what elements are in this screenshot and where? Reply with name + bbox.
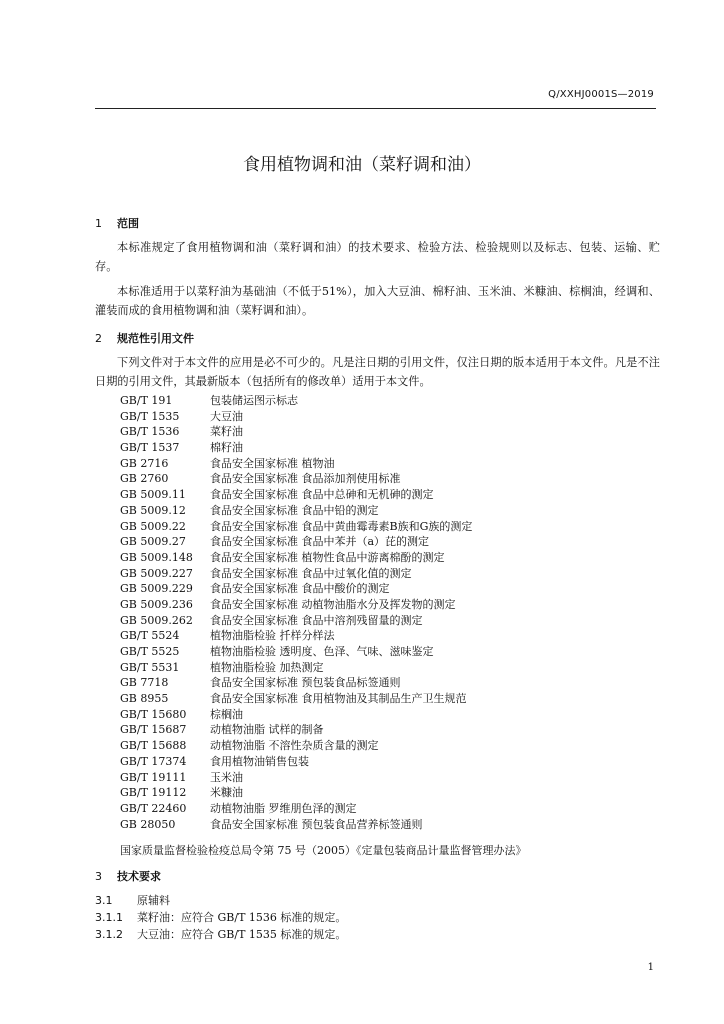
reference-item <box>120 707 472 723</box>
reference-item <box>120 817 472 833</box>
reference-title: 棉籽油 <box>210 441 243 455</box>
section-heading-normative-references <box>95 330 194 346</box>
reference-code: GB/T 5531 <box>120 660 180 674</box>
scope-paragraph: 本标准规定了食用植物调和油（菜籽调和油）的技术要求、检验方法、检验规则以及标志、包装、运输、贮存。 <box>95 241 660 273</box>
reference-item <box>120 440 472 456</box>
reference-item <box>120 628 472 644</box>
reference-code: GB/T 1535 <box>120 409 180 423</box>
reference-item <box>120 613 472 629</box>
reference-item <box>120 424 472 440</box>
reference-item <box>120 566 472 582</box>
reference-code: GB 2716 <box>120 456 169 470</box>
reference-item <box>120 581 472 597</box>
header-rule <box>95 108 656 109</box>
reference-item <box>120 456 472 472</box>
reference-code: GB/T 17374 <box>120 754 187 768</box>
reference-title: 食品安全国家标准 食品中黄曲霉毒素B族和G族的测定 <box>210 519 473 533</box>
reference-item <box>120 785 472 801</box>
reference-code: GB/T 15680 <box>120 707 187 721</box>
section-number: 2 <box>95 332 102 345</box>
reference-title: 食品安全国家标准 食品中总砷和无机砷的测定 <box>210 488 434 502</box>
reference-code: GB 5009.229 <box>120 582 193 596</box>
reference-title: 动植物油脂 不溶性杂质含量的测定 <box>210 739 379 753</box>
subsection-soybean-oil <box>95 926 346 942</box>
reference-code: GB/T 1536 <box>120 425 180 439</box>
document-header-code: Q/XXHJ0001S—2019 <box>548 89 654 100</box>
law-reference: 国家质量监督检验检疫总局令第 75 号（2005）《定量包装商品计量监督管理办法》 <box>120 844 527 857</box>
section-number: 3 <box>95 870 102 883</box>
reference-title: 植物油脂检验 加热测定 <box>210 660 324 674</box>
reference-item <box>120 519 472 535</box>
reference-title: 菜籽油 <box>210 425 243 439</box>
reference-code: GB/T 5525 <box>120 645 180 658</box>
subsection-label: 原辅料 <box>137 894 170 907</box>
reference-item <box>120 770 472 786</box>
reference-item <box>120 471 472 487</box>
reference-list <box>120 393 472 832</box>
reference-title: 食品安全国家标准 食品中酸价的测定 <box>210 582 390 596</box>
section-heading-scope <box>95 215 139 231</box>
subsection-label: 菜籽油 <box>137 911 170 924</box>
reference-title: 玉米油 <box>210 770 243 784</box>
reference-title: 食品安全国家标准 预包装食品标签通则 <box>210 676 401 690</box>
reference-title: 食品安全国家标准 预包装食品营养标签通则 <box>210 817 423 831</box>
section-title: 技术要求 <box>117 870 161 883</box>
reference-title: 动植物油脂 罗维朋色泽的测定 <box>210 801 357 815</box>
reference-title: 食品安全国家标准 食品中苯并（a）芘的测定 <box>210 535 430 549</box>
references-intro-paragraph: 下列文件对于本文件的应用是必不可少的。凡是注日期的引用文件，仅注日期的版本适用于本文件。凡是不注日期的引用文件，其最新版本（包括所有的修改单）适用于本文件。 <box>95 356 660 388</box>
subsection-rapeseed-oil <box>95 909 346 925</box>
subsection-number: 3.1 <box>95 894 113 907</box>
reference-code: GB 8955 <box>120 692 169 706</box>
reference-code: GB/T 19111 <box>120 770 187 784</box>
reference-title: 食用植物油销售包装 <box>210 754 309 768</box>
reference-code: GB/T 15687 <box>120 723 187 737</box>
subsection-text: ：应符合 GB/T 1536 标准的规定。 <box>170 911 347 924</box>
reference-item <box>120 503 472 519</box>
subsection-label: 大豆油 <box>137 928 170 941</box>
reference-item <box>120 722 472 738</box>
reference-code: GB 5009.12 <box>120 503 186 517</box>
reference-code: GB 5009.148 <box>120 550 193 564</box>
reference-title: 植物油脂检验 透明度、色泽、气味、滋味鉴定 <box>210 645 434 658</box>
reference-title: 包装储运图示标志 <box>210 394 298 407</box>
subsection-raw-materials <box>95 892 170 908</box>
reference-item <box>120 393 472 409</box>
subsection-text: ：应符合 GB/T 1535 标准的规定。 <box>170 928 347 941</box>
reference-code: GB 5009.11 <box>120 488 186 502</box>
reference-code: GB 5009.22 <box>120 519 186 533</box>
reference-title: 食品安全国家标准 食品中溶剂残留量的测定 <box>210 613 423 627</box>
reference-code: GB 2760 <box>120 472 169 486</box>
reference-code: GB 7718 <box>120 676 169 690</box>
reference-title: 食品安全国家标准 植物性食品中游离棉酚的测定 <box>210 550 445 564</box>
reference-title: 棕榈油 <box>210 707 243 721</box>
reference-item <box>120 754 472 770</box>
page-number: 1 <box>647 962 654 973</box>
reference-item <box>120 675 472 691</box>
section-number: 1 <box>95 217 102 230</box>
reference-title: 动植物油脂 试样的制备 <box>210 723 324 737</box>
document-title: 食用植物调和油（菜籽调和油） <box>243 155 481 175</box>
reference-item <box>120 550 472 566</box>
reference-item <box>120 597 472 613</box>
section-title: 规范性引用文件 <box>117 332 194 345</box>
reference-code: GB 28050 <box>120 817 176 831</box>
reference-item <box>120 534 472 550</box>
reference-title: 米糠油 <box>210 786 243 800</box>
reference-title: 食品安全国家标准 植物油 <box>210 456 335 470</box>
reference-code: GB 5009.236 <box>120 597 193 611</box>
reference-title: 食品安全国家标准 食用植物油及其制品生产卫生规范 <box>210 692 467 706</box>
reference-item <box>120 801 472 817</box>
reference-item <box>120 644 472 660</box>
scope-paragraph: 本标准适用于以菜籽油为基础油（不低于51%），加入大豆油、棉籽油、玉米油、米糠油、棕榈油，经调和、灌装而成的食用植物调和油（菜籽调和油）。 <box>95 285 660 317</box>
reference-item <box>120 738 472 754</box>
reference-code: GB/T 22460 <box>120 801 187 815</box>
reference-title: 植物油脂检验 扦样分样法 <box>210 629 335 643</box>
reference-code: GB/T 15688 <box>120 739 187 753</box>
reference-code: GB/T 191 <box>120 394 173 407</box>
subsection-number: 3.1.2 <box>95 928 123 941</box>
reference-code: GB/T 5524 <box>120 629 180 643</box>
reference-item <box>120 660 472 676</box>
reference-title: 食品安全国家标准 食品中铅的测定 <box>210 503 379 517</box>
section-title: 范围 <box>117 217 139 230</box>
section-heading-technical-requirements <box>95 868 161 884</box>
reference-item <box>120 487 472 503</box>
reference-code: GB 5009.227 <box>120 566 193 580</box>
reference-code: GB 5009.27 <box>120 535 186 549</box>
subsection-number: 3.1.1 <box>95 911 123 924</box>
reference-title: 大豆油 <box>210 409 243 423</box>
reference-item <box>120 691 472 707</box>
reference-title: 食品安全国家标准 食品中过氧化值的测定 <box>210 566 412 580</box>
reference-title: 食品安全国家标准 动植物油脂水分及挥发物的测定 <box>210 597 456 611</box>
reference-code: GB/T 19112 <box>120 786 187 800</box>
reference-title: 食品安全国家标准 食品添加剂使用标准 <box>210 472 401 486</box>
reference-code: GB 5009.262 <box>120 613 193 627</box>
reference-item <box>120 409 472 425</box>
reference-code: GB/T 1537 <box>120 441 180 455</box>
